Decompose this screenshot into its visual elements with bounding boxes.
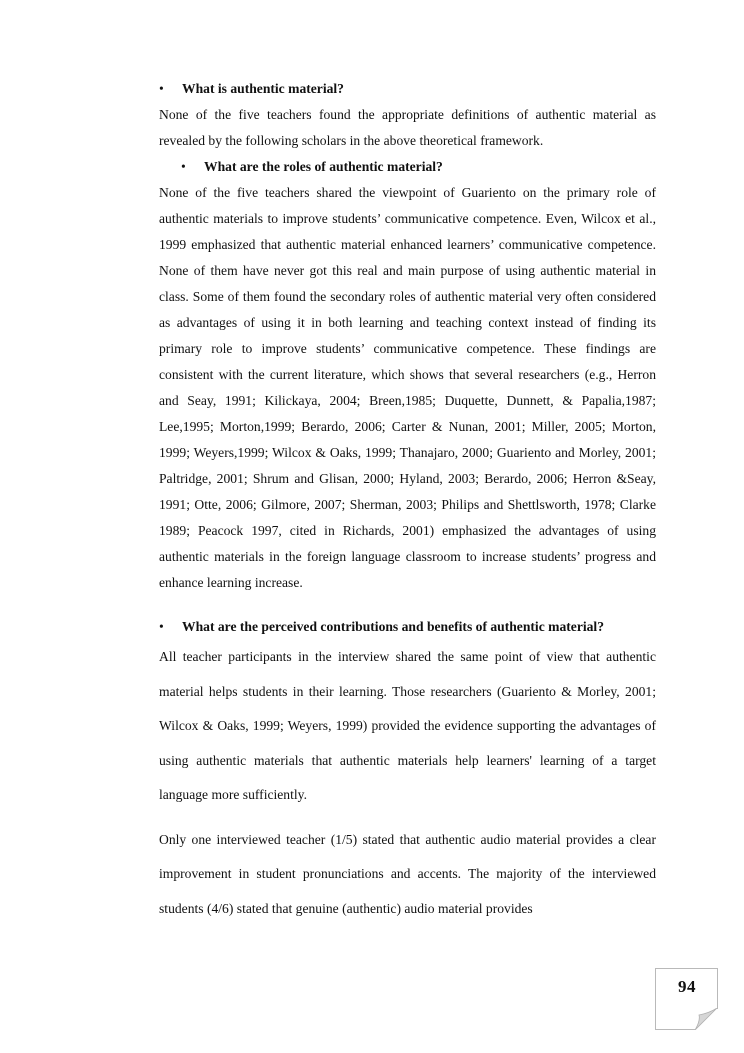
paragraph-audio-material: Only one interviewed teacher (1/5) stated that authentic audio material provides a clear improvement in student pronunciations and accents. The majority of the interviewed students (4/6) stated that genuine (authentic) audio material provides [159,831,656,916]
page-number-box [655,968,718,1030]
bullet-icon: • [159,81,164,96]
section-heading-authentic-material [159,76,656,102]
bullet-icon: • [159,619,164,634]
paragraph-roles: None of the five teachers shared the viewpoint of Guariento on the primary role of authentic materials to improve students’ communicative competence. Even, Wilcox et al., 1999 emphasized that authentic material enhanced learners’ communicative competence. None of them have never got this real and main purpose of using authentic material in class. Some of them found the secondary roles of authentic material very often considered as advantages of using it in both learning and teaching context instead of finding its primary role to improve students’ communicative competence. These findings are consistent with the current literature, which shows that several researchers (e.g., Herron and Seay, 1991; Kilickaya, 2004; Breen,1985; Duquette, Dunnett, & Papalia,1987; Lee,1995; Morton,1999; Berardo, 2006; Carter & Nunan, 2001; Miller, 2005; Morton, 1999; Weyers,1999; Wilcox & Oaks, 1999; Thanajaro, 2000; Guariento and Morley, 2001; Paltridge, 2001; Shrum and Glisan, 2000; Hyland, 2003; Berardo, 2006; Herron &Seay, 1991; Otte, 2006; Gilmore, 2007; Sherman, 2003; Philips and Shettlsworth, 1978; Clarke 1989; Peacock 1997, cited in Richards, 2001) emphasized the advantages of using authentic materials in the foreign language classroom to increase students’ progress and enhance learning increase. [159,185,656,590]
heading-text: What are the roles of authentic material? [204,159,443,174]
page-curl-icon [695,1008,718,1030]
section-heading-contributions [159,614,656,640]
page-number: 94 [678,977,696,996]
bullet-icon: • [181,159,186,174]
heading-text: What are the perceived contributions and benefits of authentic material? [182,619,605,634]
heading-text: What is authentic material? [182,81,344,96]
section-heading-roles [159,154,656,180]
document-page [159,76,656,926]
paragraph-definitions: None of the five teachers found the appropriate definitions of authentic material as revealed by the following scholars in the above theoretical framework. [159,107,656,148]
paragraph-contributions: All teacher participants in the interview shared the same point of view that authentic material helps students in their learning. Those researchers (Guariento & Morley, 2001; Wilcox & Oaks, 1999; Weyers, 1999) provided the evidence supporting the advantages of using authentic materials that authentic materials help learners' learning of a target language more sufficiently. [159,649,656,802]
